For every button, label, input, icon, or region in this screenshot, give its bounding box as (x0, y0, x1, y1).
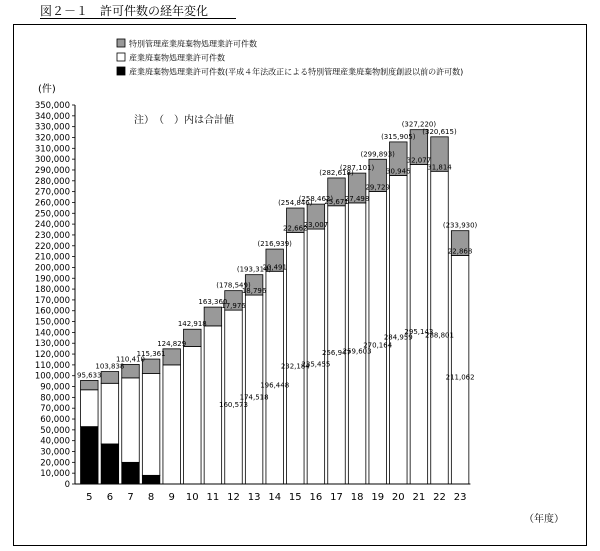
x-tick-label: 17 (330, 492, 343, 503)
y-tick-label: 320,000 (34, 133, 70, 144)
total-label: (216,939) (257, 240, 292, 249)
total-label: 103,838 (95, 362, 125, 371)
legend-label-old: 産業廃棄物処理業許可件数(平成４年法改正による特別管理産業廃棄物制度創設以前の許可数) (129, 67, 464, 77)
x-tick-label: 13 (247, 492, 261, 503)
y-tick-label: 190,000 (34, 274, 70, 285)
x-tick-label: 18 (350, 492, 364, 503)
special-value-label: 20,491 (262, 263, 287, 272)
x-tick-label: 16 (309, 492, 323, 503)
normal-value-label: 284,959 (383, 333, 413, 342)
bar-normal (101, 383, 119, 444)
total-label: (287,101) (339, 164, 375, 173)
y-tick-label: 40,000 (40, 436, 70, 447)
total-label: (254,846) (278, 199, 313, 208)
y-tick-label: 180,000 (34, 285, 70, 296)
total-label: 110,410 (116, 355, 145, 364)
bar-normal (328, 206, 346, 484)
bar-normal (122, 378, 140, 462)
special-value-label: 27,498 (344, 194, 370, 203)
total-label: (327,220) (401, 120, 437, 129)
y-tick-label: 270,000 (34, 187, 70, 198)
y-tick-label: 60,000 (40, 415, 70, 426)
normal-value-label: 211,062 (445, 373, 475, 382)
x-tick-label: 21 (412, 492, 426, 503)
special-value-label: 22,868 (447, 247, 473, 256)
y-tick-label: 330,000 (34, 122, 70, 133)
total-label: (233,930) (442, 221, 478, 230)
special-value-label: 30,946 (386, 167, 411, 176)
y-tick-label: 120,000 (34, 350, 70, 361)
legend-swatch-special (117, 39, 125, 47)
y-tick-label: 240,000 (34, 220, 70, 231)
y-tick-label: 10,000 (40, 469, 70, 480)
bar-normal (81, 390, 99, 427)
total-label: 115,361 (136, 350, 166, 359)
total-label: (315,905) (381, 132, 416, 141)
y-tick-label: 0 (64, 480, 70, 490)
y-tick-label: 300,000 (34, 155, 70, 166)
x-tick-label: 5 (86, 492, 93, 503)
x-axis (75, 484, 470, 503)
y-tick-label: 130,000 (34, 339, 70, 350)
normal-value-label: 232,184 (280, 362, 310, 371)
total-label: (178,549) (216, 281, 251, 290)
total-label: (299,893) (360, 150, 395, 159)
x-tick-label: 22 (433, 492, 446, 503)
normal-value-label: 235,455 (301, 360, 331, 369)
special-value-label: 22,662 (283, 224, 308, 233)
y-tick-label: 220,000 (34, 241, 70, 252)
total-label: 95,633 (77, 371, 102, 380)
special-value-label: 18,796 (241, 287, 267, 296)
y-tick-label: 100,000 (34, 371, 70, 382)
y-tick-label: 350,000 (34, 101, 70, 111)
y-tick-label: 160,000 (34, 306, 70, 317)
special-value-label: 29,729 (365, 183, 390, 192)
y-tick-label: 280,000 (34, 176, 70, 187)
x-tick-label: 11 (206, 492, 220, 503)
x-tick-label: 8 (147, 492, 155, 503)
y-tick-label: 90,000 (40, 382, 70, 393)
bar-normal (142, 374, 160, 476)
special-value-label: 17,976 (221, 302, 246, 311)
y-tick-label: 110,000 (34, 360, 70, 371)
y-tick-label: 150,000 (34, 317, 70, 328)
y-tick-label: 170,000 (34, 295, 70, 306)
y-tick-label: 260,000 (34, 198, 70, 209)
total-label: 124,829 (157, 339, 187, 348)
bar-old (101, 444, 119, 484)
y-tick-label: 140,000 (34, 328, 70, 339)
total-label: 163,360 (198, 298, 228, 307)
x-tick-label: 12 (227, 492, 240, 503)
x-tick-label: 7 (127, 492, 134, 503)
y-tick-label: 80,000 (40, 393, 70, 404)
y-tick-label: 210,000 (34, 252, 70, 263)
bar-special (81, 380, 99, 389)
bar-normal (184, 346, 202, 484)
normal-value-label: 295,143 (404, 328, 434, 337)
y-tick-label: 200,000 (34, 263, 70, 274)
x-tick-label: 9 (168, 492, 175, 503)
y-tick-label: 50,000 (40, 425, 70, 436)
normal-value-label: 256,947 (322, 348, 351, 357)
normal-value-label: 270,164 (363, 341, 393, 350)
normal-value-label: 160,573 (219, 401, 248, 410)
normal-value-label: 174,518 (239, 393, 269, 402)
x-axis-label: （年度） (524, 514, 564, 525)
legend (117, 39, 463, 77)
y-tick-label: 310,000 (34, 144, 70, 155)
bar-normal (410, 164, 428, 484)
bar-special (101, 372, 119, 384)
x-tick-label: 20 (391, 492, 405, 503)
y-tick-label: 30,000 (40, 447, 70, 458)
special-value-label: 25,671 (324, 197, 349, 206)
bar-old (142, 475, 160, 484)
bar-normal (163, 365, 181, 484)
figure-title: 図２－１ 許可件数の経年変化 (40, 4, 209, 18)
y-tick-label: 70,000 (40, 404, 70, 415)
x-tick-label: 15 (288, 492, 302, 503)
y-tick-label: 340,000 (34, 111, 70, 122)
legend-swatch-old (117, 67, 125, 75)
y-tick-label: 290,000 (34, 165, 70, 176)
y-axis-label: (件) (38, 84, 56, 95)
bar-normal (266, 271, 284, 484)
total-label: (320,615) (422, 127, 457, 136)
bars (81, 127, 469, 484)
bar-old (122, 462, 140, 484)
x-tick-label: 23 (453, 492, 467, 503)
legend-label-special: 特別管理産業廃棄物処理業許可件数 (129, 39, 257, 49)
total-label: (282,618) (319, 168, 354, 177)
bar-normal (287, 233, 305, 484)
y-tick-label: 20,000 (40, 458, 70, 469)
normal-value-label: 288,801 (425, 331, 454, 340)
total-label: 142,918 (177, 320, 207, 329)
x-tick-label: 19 (371, 492, 385, 503)
normal-value-label: 259,603 (342, 347, 372, 356)
normal-value-label: 196,448 (260, 381, 290, 390)
x-tick-label: 10 (185, 492, 199, 503)
bar-normal (451, 255, 469, 484)
x-tick-label: 14 (268, 492, 282, 503)
total-label: (193,314) (236, 265, 272, 274)
bar-old (81, 427, 99, 484)
legend-label-normal: 産業廃棄物処理業許可件数 (129, 53, 225, 63)
x-tick-label: 6 (106, 492, 114, 503)
y-axis (35, 101, 75, 490)
chart-note: 注） （ ）内は合計値 (134, 115, 234, 126)
y-tick-label: 230,000 (34, 230, 70, 241)
special-value-label: 23,007 (303, 221, 329, 230)
y-tick-label: 250,000 (34, 209, 70, 220)
legend-swatch-normal (117, 53, 125, 61)
total-label: (258,462) (298, 195, 334, 204)
special-value-label: 32,077 (406, 156, 432, 165)
special-value-label: 31,814 (427, 163, 452, 172)
